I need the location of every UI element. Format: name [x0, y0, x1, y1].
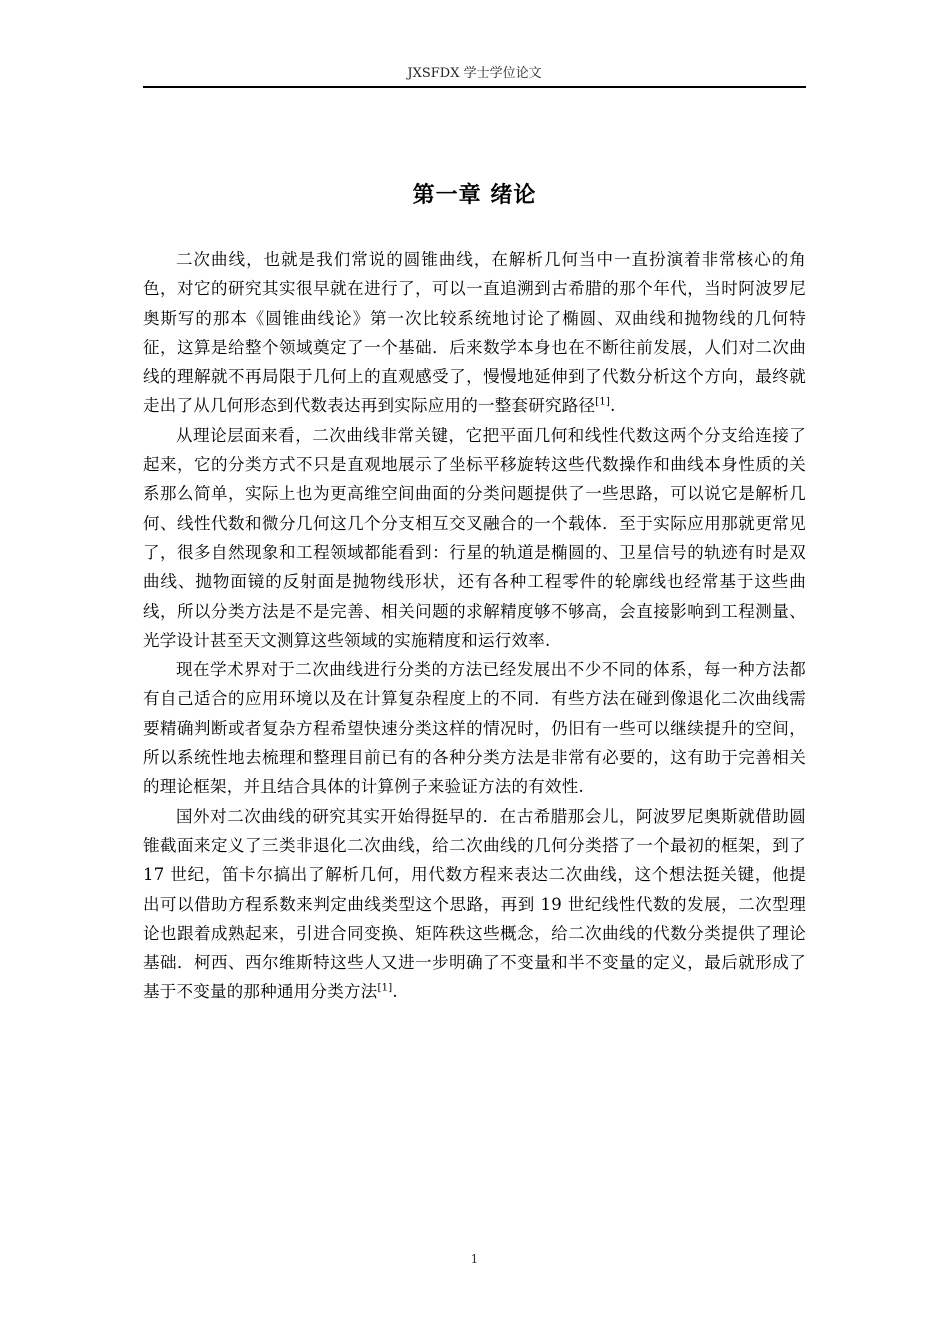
page-number: 1	[470, 1252, 479, 1266]
citation-ref[interactable]: [1]	[377, 982, 393, 994]
paragraph-2-text: 从理论层面来看，二次曲线非常关键，它把平面几何和线性代数这两个分支给连接了起来，它的分类方式不只是直观地展示了坐标平移旋转这些代数操作和曲线本身性质的关系那么简单，实际上也为更高维空间曲面的分类问题提供了一些思路，可以说它是解析几何、线性代数和微分几何这几个分支相互交叉融合的一个载体．至于实际应用那就更常见了，很多自然现象和工程领域都能看到：行星的轨道是椭圆的、卫星信号的轨迹有时是双曲线、抛物面镜的反射面是抛物线形状，还有各种工程零件的轮廓线也经常基于这些曲线，所以分类方法是不是完善、相关问题的求解精度够不够高，会直接影响到工程测量、光学设计甚至天文测算这些领域的实施精度和运行效率.	[143, 425, 806, 650]
paragraph-4	[143, 802, 806, 1007]
paragraph-2	[143, 421, 806, 655]
paragraph-4-tail: .	[392, 982, 398, 1002]
paragraph-1-text: 二次曲线，也就是我们常说的圆锥曲线，在解析几何当中一直扮演着非常核心的角色，对它的研究其实很早就在进行了，可以一直追溯到古希腊的那个年代，当时阿波罗尼奥斯写的那本《圆锥曲线论》第一次比较系统地讨论了椭圆、双曲线和抛物线的几何特征，这算是给整个领域奠定了一个基础．后来数学本身也在不断往前发展，人们对二次曲线的理解就不再局限于几何上的直观感受了，慢慢地延伸到了代数分析这个方向，最终就走出了从几何形态到代数表达再到实际应用的一整套研究路径	[143, 250, 806, 416]
paragraph-4-text: 国外对二次曲线的研究其实开始得挺早的．在古希腊那会儿，阿波罗尼奥斯就借助圆锥截面来定义了三类非退化二次曲线，给二次曲线的几何分类搭了一个最初的框架，到了 17 世纪，笛卡尔搞出了解析几何，用代数方程来表达二次曲线，这个想法挺关键，他提出可以借助方程系数来判定曲线类型这个思路，再到 19 世纪线性代数的发展，二次型理论也跟着成熟起来，引进合同变换、矩阵秩这些概念，给二次曲线的代数分类提供了理论基础．柯西、西尔维斯特这些人又进一步明确了不变量和半不变量的定义，最后就形成了基于不变量的那种通用分类方法	[143, 806, 806, 1002]
paragraph-1-tail: .	[610, 396, 616, 416]
paragraph-3	[143, 655, 806, 801]
body-text	[143, 245, 806, 1007]
header-rule	[143, 86, 806, 88]
chapter-title: 第一章 绪论	[412, 183, 537, 208]
paragraph-1	[143, 245, 806, 421]
citation-ref[interactable]: [1]	[595, 396, 611, 408]
paragraph-3-text: 现在学术界对于二次曲线进行分类的方法已经发展出不少不同的体系，每一种方法都有自己适合的应用环境以及在计算复杂程度上的不同．有些方法在碰到像退化二次曲线需要精确判断或者复杂方程希望快速分类这样的情况时，仍旧有一些可以继续提升的空间，所以系统性地去梳理和整理目前已有的各种分类方法是非常有必要的，这有助于完善相关的理论框架，并且结合具体的计算例子来验证方法的有效性.	[143, 660, 806, 797]
running-header: JXSFDX 学士学位论文	[407, 66, 542, 81]
